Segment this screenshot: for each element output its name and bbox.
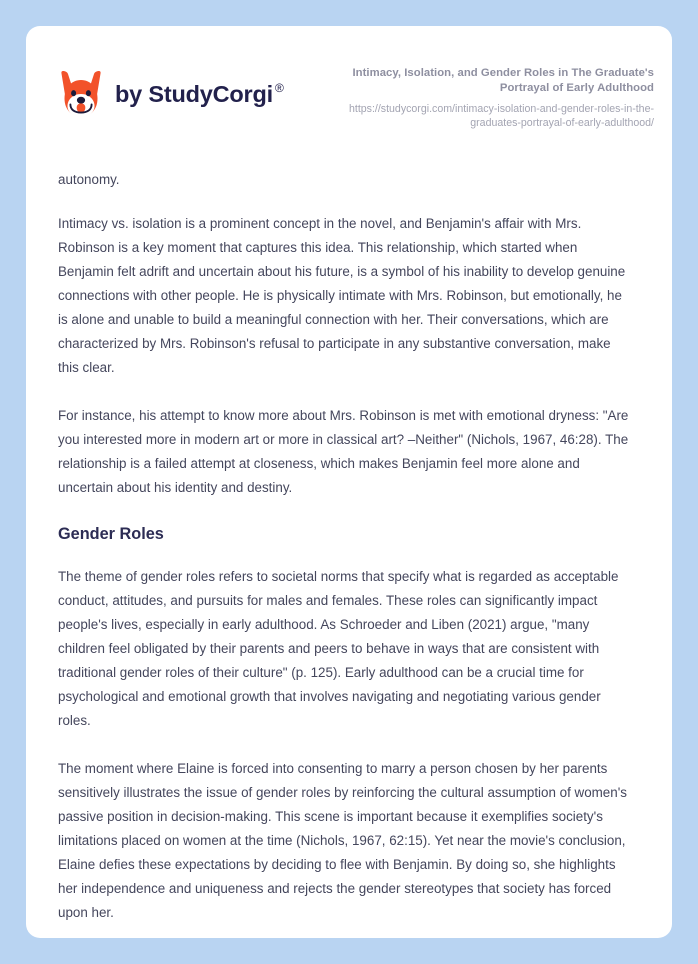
paragraph-emotional-dryness: For instance, his attempt to know more about Mrs. Robinson is met with emotional dryness: "Are you interested more in modern art or more in classical art? –Neither" (Nichols, 1967, 46:28). The relationship is a failed attempt at closeness, which makes Benjamin feel more alone and uncertain about his identity and destiny. — [58, 407, 629, 495]
corgi-logo-icon — [58, 68, 104, 120]
document-body — [26, 168, 672, 925]
document-paper — [26, 26, 672, 938]
brand-wordmark — [115, 81, 284, 108]
paragraph-intimacy-isolation: Intimacy vs. isolation is a prominent concept in the novel, and Benjamin's affair with Mrs. Robinson is a key moment that captures this idea. This relationship, which started when Benjamin felt adrift and uncertain about his future, is a symbol of his inability to develop genuine connections with other people. He is physically intimate with Mrs. Robinson, but emotionally, he is alone and unable to build a meaningful connection with her. Their conversations, which are characterized by Mrs. Robinson's refusal to participate in any substantive conversation, make this clear. — [58, 215, 626, 375]
paragraph-elaine-marriage: The moment where Elaine is forced into consenting to marry a person chosen by her parents sensitively illustrates the issue of gender roles by reinforcing the cultural assumption of women's passive position in decision-making. This scene is important because it exemplifies society's limitations placed on women at the time (Nichols, 1967, 62:15). Yet near the movie's conclusion, Elaine defies these expectations by deciding to flee with Benjamin. By doing so, she highlights her independence and uniqueness and rejects the gender stereotypes that society has forced upon her. — [58, 760, 627, 920]
brand-name-text: by StudyCorgi — [115, 80, 273, 107]
brand-lockup[interactable] — [58, 64, 284, 120]
paragraph-gender-roles-definition: The theme of gender roles refers to societal norms that specify what is regarded as acceptable conduct, attitudes, and pursuits for males and females. These roles can significantly impact people's lives, especially in early adulthood. As Schroeder and Liben (2021) argue, "many children feel obligated by their parents and peers to behave in ways that are consistent with traditional gender roles of their culture" (p. 125). Early adulthood can be a crucial time for psychological and emotional growth that involves navigating and negotiating various gender roles. — [58, 568, 619, 728]
document-source-url[interactable]: https://studycorgi.com/intimacy-isolation-and-gender-roles-in-the-graduates-portrayal-of-early-adulthood/ — [349, 102, 654, 130]
registered-trademark-icon: ® — [275, 80, 284, 95]
document-meta — [314, 64, 654, 131]
section-heading-gender-roles: Gender Roles — [58, 524, 164, 543]
paragraph-continuation: autonomy. — [58, 171, 120, 187]
document-header — [26, 26, 672, 131]
document-title: Intimacy, Isolation, and Gender Roles in The Graduate's Portrayal of Early Adulthood — [352, 67, 654, 95]
